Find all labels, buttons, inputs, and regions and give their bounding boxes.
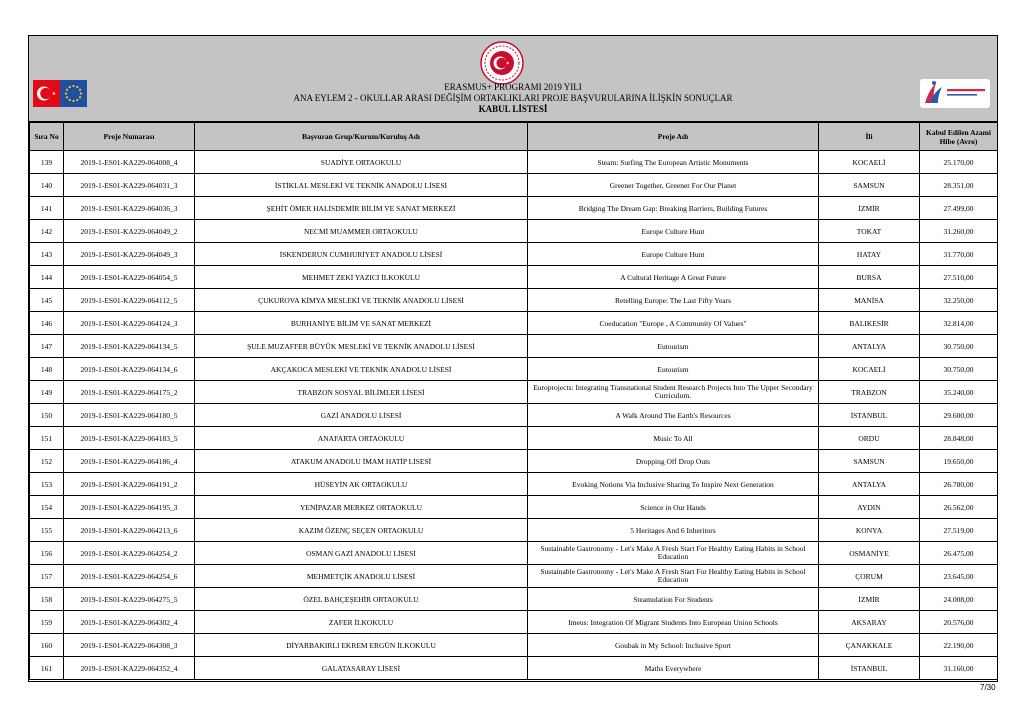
organization-name-cell: ÇUKUROVA KİMYA MESLEKİ VE TEKNİK ANADOLU LİSESİ [195,289,528,312]
project-number-cell: 2019-1-ES01-KA229-064049_3 [64,243,195,266]
city-cell: İZMİR [819,588,920,611]
grant-amount-cell: 32.814,00 [920,312,998,335]
project-number-cell: 2019-1-ES01-KA229-064036_3 [64,197,195,220]
action-title: ANA EYLEM 2 - OKULLAR ARASI DEĞİŞİM ORTAKLIKLARI PROJE BAŞVURULARINA İLİŞKİN SONUÇLAR [293,93,733,103]
grant-amount-cell: 20.576,00 [920,611,998,634]
project-number-cell: 2019-1-ES01-KA229-064049_2 [64,220,195,243]
organization-name-cell: DİYARBAKIRLI EKREM ERGÜN İLKOKULU [195,634,528,657]
project-name-cell: Sustainable Gastronomy - Let's Make A Fresh Start For Healthy Eating Habits in School Education [528,542,819,565]
grant-amount-cell: 32.250,00 [920,289,998,312]
row-number-cell: 155 [30,519,64,542]
page-number: 7/30 [980,683,996,692]
row-number-cell: 150 [30,404,64,427]
row-number-cell: 143 [30,243,64,266]
table-row [30,657,998,680]
document-page [28,35,998,682]
table-body [30,151,998,680]
table-row [30,151,998,174]
city-cell: İZMİR [819,197,920,220]
project-name-cell: Europe Culture Hunt [528,220,819,243]
organization-name-cell: ŞULE MUZAFFER BÜYÜK MESLEKİ VE TEKNİK ANADOLU LİSESİ [195,335,528,358]
grant-amount-cell: 27.510,00 [920,266,998,289]
program-title: ERASMUS+ PROGRAMI 2019 YILI [444,82,582,92]
organization-name-cell: SUADİYE ORTAOKULU [195,151,528,174]
project-number-cell: 2019-1-ES01-KA229-064254_6 [64,565,195,588]
city-cell: SAMSUN [819,450,920,473]
city-cell: MANİSA [819,289,920,312]
city-cell: İSTANBUL [819,404,920,427]
project-name-cell: Goubak in My School: Inclusive Sport [528,634,819,657]
table-header-row [30,123,998,151]
organization-name-cell: YENİPAZAR MERKEZ ORTAOKULU [195,496,528,519]
table-row [30,611,998,634]
table-row [30,542,998,565]
organization-name-cell: İSKENDERUN CUMHURİYET ANADOLU LİSESİ [195,243,528,266]
project-name-cell: Steamulation For Students [528,588,819,611]
project-name-cell: A Cultural Heritage A Great Future [528,266,819,289]
table-row [30,312,998,335]
grant-amount-cell: 31.770,00 [920,243,998,266]
project-name-cell: Imeus: Integration Of Migrant Students Into European Union Schools [528,611,819,634]
project-number-cell: 2019-1-ES01-KA229-064008_4 [64,151,195,174]
organization-name-cell: TRABZON SOSYAL BİLİMLER LİSESİ [195,381,528,404]
city-cell: KONYA [819,519,920,542]
row-number-cell: 145 [30,289,64,312]
grant-amount-cell: 25.170,00 [920,151,998,174]
row-number-cell: 144 [30,266,64,289]
table-row [30,220,998,243]
grant-amount-cell: 28.351,00 [920,174,998,197]
project-name-cell: Bridging The Dream Gap: Breaking Barriers, Building Futures [528,197,819,220]
organization-name-cell: HÜSEYİN AK ORTAOKULU [195,473,528,496]
project-name-cell: Eutourism [528,358,819,381]
state-seal-icon [479,40,525,86]
project-number-cell: 2019-1-ES01-KA229-064213_6 [64,519,195,542]
grant-amount-cell: 30.750,00 [920,358,998,381]
city-cell: OSMANİYE [819,542,920,565]
row-number-cell: 158 [30,588,64,611]
city-cell: TRABZON [819,381,920,404]
row-number-cell: 156 [30,542,64,565]
row-number-cell: 153 [30,473,64,496]
project-number-cell: 2019-1-ES01-KA229-064191_2 [64,473,195,496]
project-name-cell: Steam: Surfing The European Artistic Monuments [528,151,819,174]
table-row [30,565,998,588]
table-row [30,174,998,197]
organization-name-cell: OSMAN GAZİ ANADOLU LİSESİ [195,542,528,565]
project-number-cell: 2019-1-ES01-KA229-064124_3 [64,312,195,335]
grant-amount-cell: 26.562,00 [920,496,998,519]
table-row [30,197,998,220]
grant-amount-cell: 31.160,00 [920,657,998,680]
project-number-cell: 2019-1-ES01-KA229-064275_5 [64,588,195,611]
project-number-cell: 2019-1-ES01-KA229-064352_4 [64,657,195,680]
organization-name-cell: MEHMET ZEKİ YAZICI İLKOKULU [195,266,528,289]
organization-name-cell: ŞEHİT ÖMER HALİSDEMİR BİLİM VE SANAT MERKEZİ [195,197,528,220]
project-name-cell: Maths Everywhere [528,657,819,680]
row-number-cell: 152 [30,450,64,473]
city-cell: ANTALYA [819,335,920,358]
row-number-cell: 154 [30,496,64,519]
project-name-cell: Dropping Off Drop Outs [528,450,819,473]
project-number-cell: 2019-1-ES01-KA229-064195_3 [64,496,195,519]
table-row [30,496,998,519]
grant-amount-cell: 28.848,00 [920,427,998,450]
city-cell: KOCAELİ [819,151,920,174]
grant-amount-cell: 26.475,00 [920,542,998,565]
grant-amount-cell: 26.780,00 [920,473,998,496]
grant-amount-cell: 30.750,00 [920,335,998,358]
project-name-cell: Music To All [528,427,819,450]
city-cell: AKSARAY [819,611,920,634]
col-header-grant: Kabul Edilen Azami Hibe (Avro) [920,123,998,151]
city-cell: BALIKESİR [819,312,920,335]
project-number-cell: 2019-1-ES01-KA229-064302_4 [64,611,195,634]
project-name-cell: A Walk Around The Earth's Resources [528,404,819,427]
organization-name-cell: NECMİ MUAMMER ORTAOKULU [195,220,528,243]
table-row [30,427,998,450]
organization-name-cell: KAZIM ÖZENÇ SEÇEN ORTAOKULU [195,519,528,542]
col-header-no: Sıra No [30,123,64,151]
table-row [30,335,998,358]
grant-amount-cell: 31.260,00 [920,220,998,243]
table-row [30,404,998,427]
row-number-cell: 147 [30,335,64,358]
city-cell: KOCAELİ [819,358,920,381]
organization-name-cell: GALATASARAY LİSESİ [195,657,528,680]
col-header-project-number: Proje Numarası [64,123,195,151]
row-number-cell: 160 [30,634,64,657]
project-name-cell: Eutourism [528,335,819,358]
document-header [29,36,997,122]
grant-amount-cell: 27.499,00 [920,197,998,220]
organization-name-cell: ÖZEL BAHÇEŞEHİR ORTAOKULU [195,588,528,611]
organization-name-cell: AKÇAKOCA MESLEKİ VE TEKNİK ANADOLU LİSESİ [195,358,528,381]
list-title: KABUL LİSTESİ [478,104,548,114]
city-cell: ÇANAKKALE [819,634,920,657]
row-number-cell: 141 [30,197,64,220]
row-number-cell: 142 [30,220,64,243]
project-number-cell: 2019-1-ES01-KA229-064308_3 [64,634,195,657]
city-cell: ORDU [819,427,920,450]
row-number-cell: 157 [30,565,64,588]
table-row [30,519,998,542]
table-row [30,634,998,657]
project-number-cell: 2019-1-ES01-KA229-064180_5 [64,404,195,427]
table-row [30,243,998,266]
table-row [30,289,998,312]
organization-name-cell: ANAFARTA ORTAOKULU [195,427,528,450]
grant-amount-cell: 27.519,00 [920,519,998,542]
project-number-cell: 2019-1-ES01-KA229-064054_5 [64,266,195,289]
city-cell: TOKAT [819,220,920,243]
table-row [30,358,998,381]
results-table [29,122,998,680]
city-cell: ANTALYA [819,473,920,496]
row-number-cell: 151 [30,427,64,450]
col-header-project-name: Proje Adı [528,123,819,151]
project-name-cell: Europrojects: Integrating Transnational Student Research Projects Into The Upper Secondary Curriculum. [528,381,819,404]
row-number-cell: 161 [30,657,64,680]
organization-name-cell: ZAFER İLKOKULU [195,611,528,634]
table-row [30,266,998,289]
header-titles [29,82,997,115]
project-number-cell: 2019-1-ES01-KA229-064134_6 [64,358,195,381]
row-number-cell: 159 [30,611,64,634]
project-name-cell: Sustainable Gastronomy - Let's Make A Fresh Start For Healthy Eating Habits in School Education [528,565,819,588]
col-header-city: İli [819,123,920,151]
project-number-cell: 2019-1-ES01-KA229-064254_2 [64,542,195,565]
project-name-cell: Retelling Europe: The Last Fifty Years [528,289,819,312]
col-header-organization: Başvuran Grup/Kurum/Kuruluş Adı [195,123,528,151]
row-number-cell: 148 [30,358,64,381]
table-row [30,588,998,611]
row-number-cell: 146 [30,312,64,335]
project-number-cell: 2019-1-ES01-KA229-064134_5 [64,335,195,358]
organization-name-cell: MEHMETÇİK ANADOLU LİSESİ [195,565,528,588]
city-cell: ÇORUM [819,565,920,588]
grant-amount-cell: 23.645,00 [920,565,998,588]
project-name-cell: Greener Together, Greener For Our Planet [528,174,819,197]
project-name-cell: Europe Culture Hunt [528,243,819,266]
project-number-cell: 2019-1-ES01-KA229-064031_3 [64,174,195,197]
city-cell: İSTANBUL [819,657,920,680]
project-number-cell: 2019-1-ES01-KA229-064183_5 [64,427,195,450]
project-number-cell: 2019-1-ES01-KA229-064175_2 [64,381,195,404]
grant-amount-cell: 24.008,00 [920,588,998,611]
grant-amount-cell: 19.650,00 [920,450,998,473]
city-cell: AYDIN [819,496,920,519]
table-row [30,473,998,496]
organization-name-cell: İSTİKLAL MESLEKİ VE TEKNİK ANADOLU LİSESİ [195,174,528,197]
project-name-cell: Coeducation "Europe , A Community Of Values" [528,312,819,335]
organization-name-cell: ATAKUM ANADOLU İMAM HATİP LİSESİ [195,450,528,473]
city-cell: BURSA [819,266,920,289]
grant-amount-cell: 22.190,00 [920,634,998,657]
city-cell: HATAY [819,243,920,266]
project-name-cell: 5 Heritages And 6 Inheritors [528,519,819,542]
project-name-cell: Evoking Notions Via Inclusive Sharing To Inspire Next Generation [528,473,819,496]
organization-name-cell: BURHANİYE BİLİM VE SANAT MERKEZİ [195,312,528,335]
project-number-cell: 2019-1-ES01-KA229-064112_5 [64,289,195,312]
project-number-cell: 2019-1-ES01-KA229-064186_4 [64,450,195,473]
grant-amount-cell: 35.240,00 [920,381,998,404]
city-cell: SAMSUN [819,174,920,197]
row-number-cell: 140 [30,174,64,197]
table-row [30,381,998,404]
row-number-cell: 139 [30,151,64,174]
table-row [30,450,998,473]
project-name-cell: Science in Our Hands [528,496,819,519]
row-number-cell: 149 [30,381,64,404]
grant-amount-cell: 29.600,00 [920,404,998,427]
organization-name-cell: GAZİ ANADOLU LİSESİ [195,404,528,427]
